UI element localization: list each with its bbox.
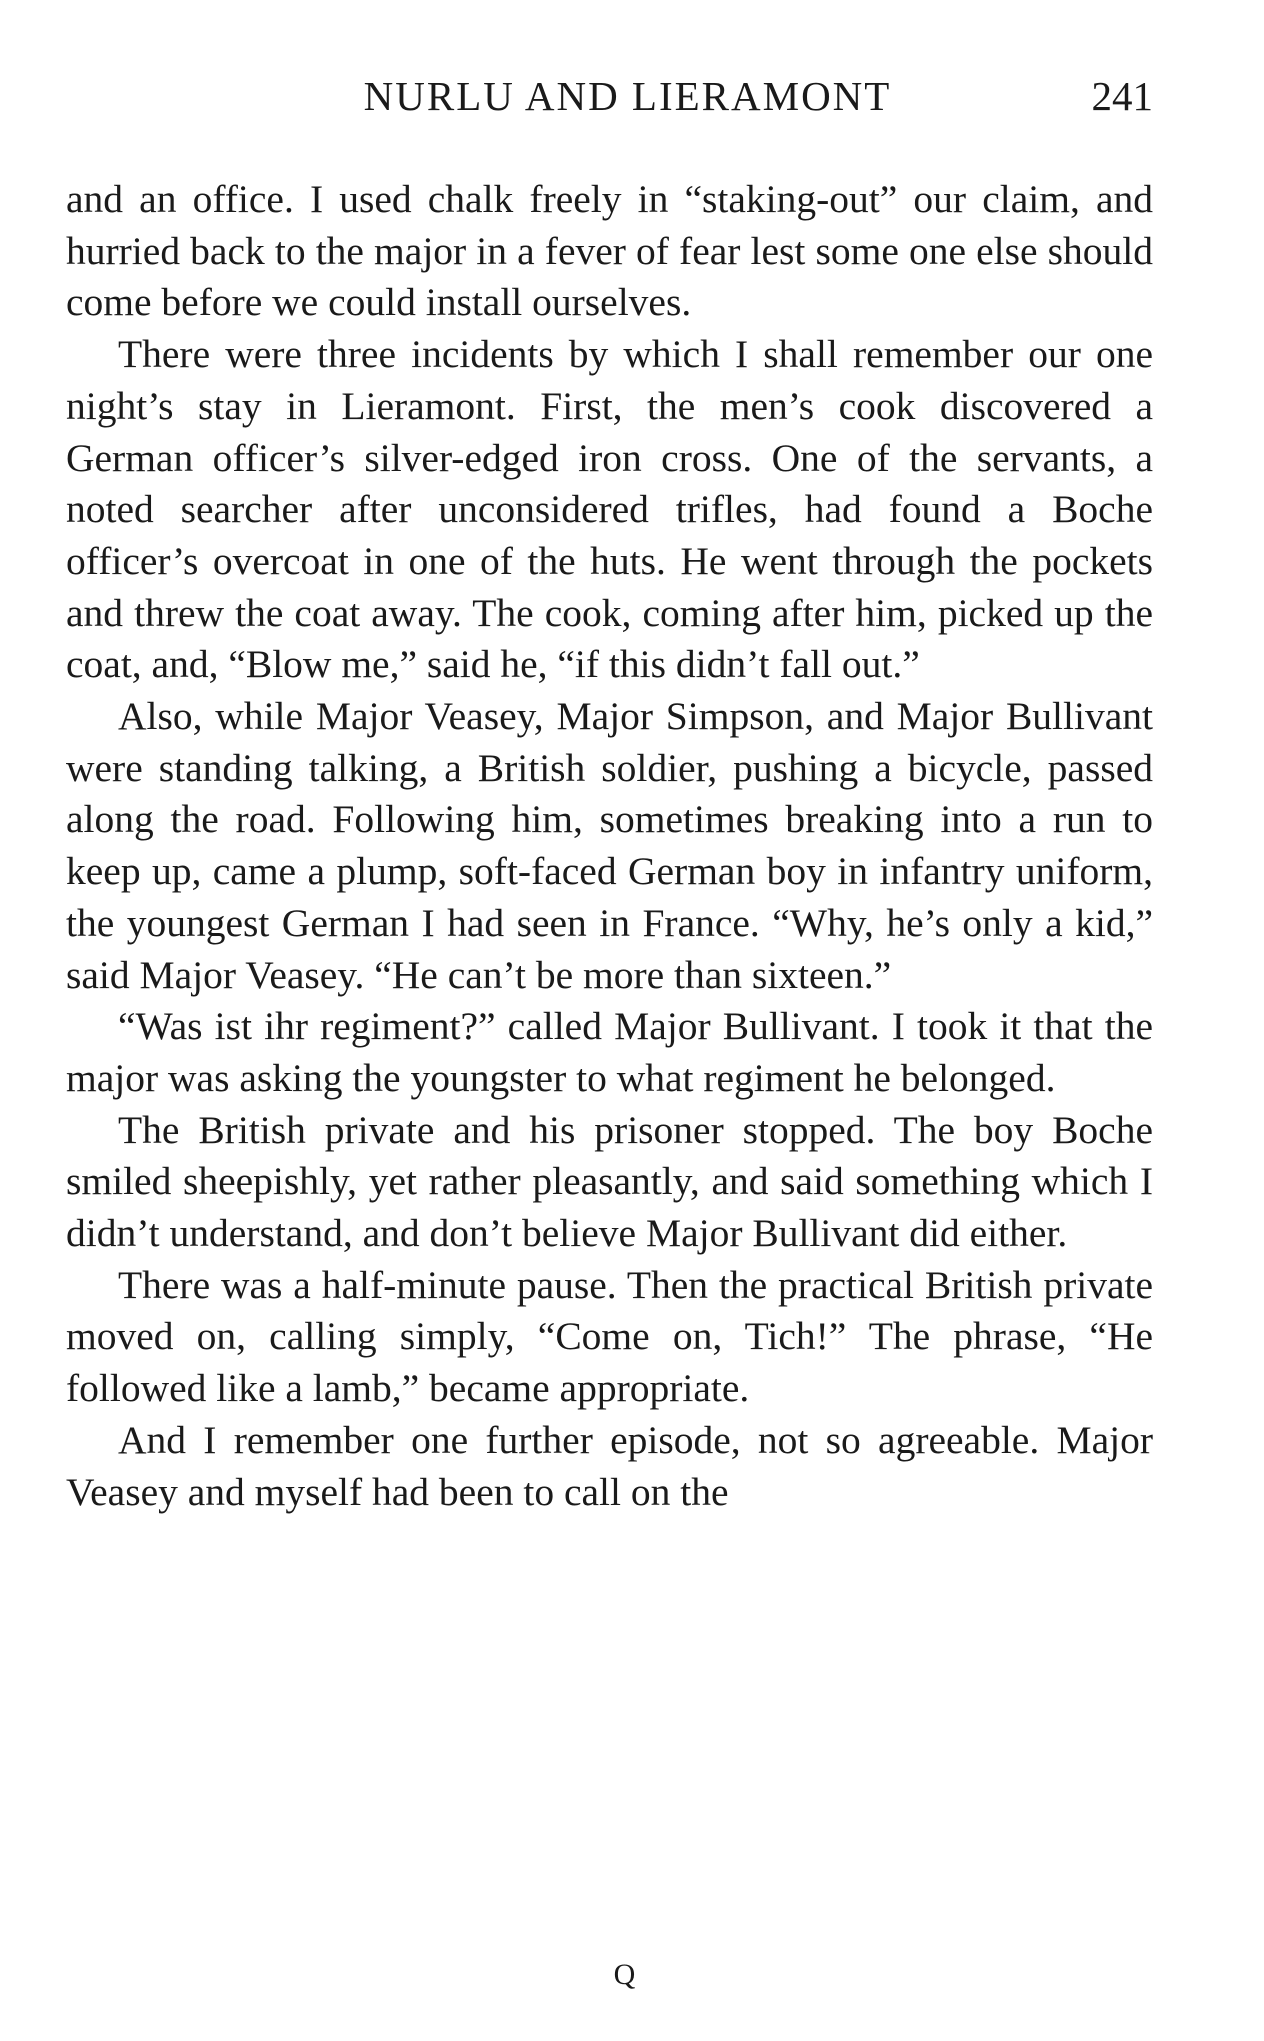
page-number: 241 [1091,73,1153,119]
paragraph: There were three incidents by which I shall remember our one night’s stay in Lieramont. First, the men’s cook discovered a German officer’s silver-edged iron cross. One of the servants, a noted searcher after unconsidered trifles, had found a Boche officer’s overcoat in one of the huts. He went through the pockets and threw the coat away. The cook, coming after him, picked up the coat, and, “Blow me,” said he, “if this didn’t fall out.” [66,332,1153,687]
book-page [66,68,1153,1998]
chapter-running-title: NURLU AND LIERAMONT [363,73,892,119]
paragraph: The British private and his prisoner stopped. The boy Boche smiled sheepishly, yet rather pleasantly, and said something which I didn’t understand, and don’t believe Major Bullivant did either. [66,1107,1153,1256]
paragraph: “Was ist ihr regiment?” called Major Bullivant. I took it that the major was asking the youngster to what regiment he belonged. [66,1004,1153,1100]
paragraph: And I remember one further episode, not so agreeable. Major Veasey and myself had been to call on the [66,1417,1153,1514]
paragraph: Also, while Major Veasey, Major Simpson, and Major Bullivant were standing talking, a British soldier, pushing a bicycle, passed along the road. Following him, sometimes breaking into a run to keep up, came a plump, soft-faced German boy in infantry uniform, the youngest German I had seen in France. “Why, he’s only a kid,” said Major Veasey. “He can’t be more than sixteen.” [66,694,1153,997]
paragraph: There was a half-minute pause. Then the practical British private moved on, calling simply, “Come on, Tich!” The phrase, “He followed like a lamb,” became appropriate. [66,1262,1153,1411]
paragraph-continued: and an office. I used chalk freely in “staking-out” our claim, and hurried back to the major in a fever of fear lest some one else should come before we could install ourselves. [66,177,1153,325]
body-text [66,174,1153,1518]
signature-mark: Q [613,1958,636,1991]
running-head [66,68,1153,128]
